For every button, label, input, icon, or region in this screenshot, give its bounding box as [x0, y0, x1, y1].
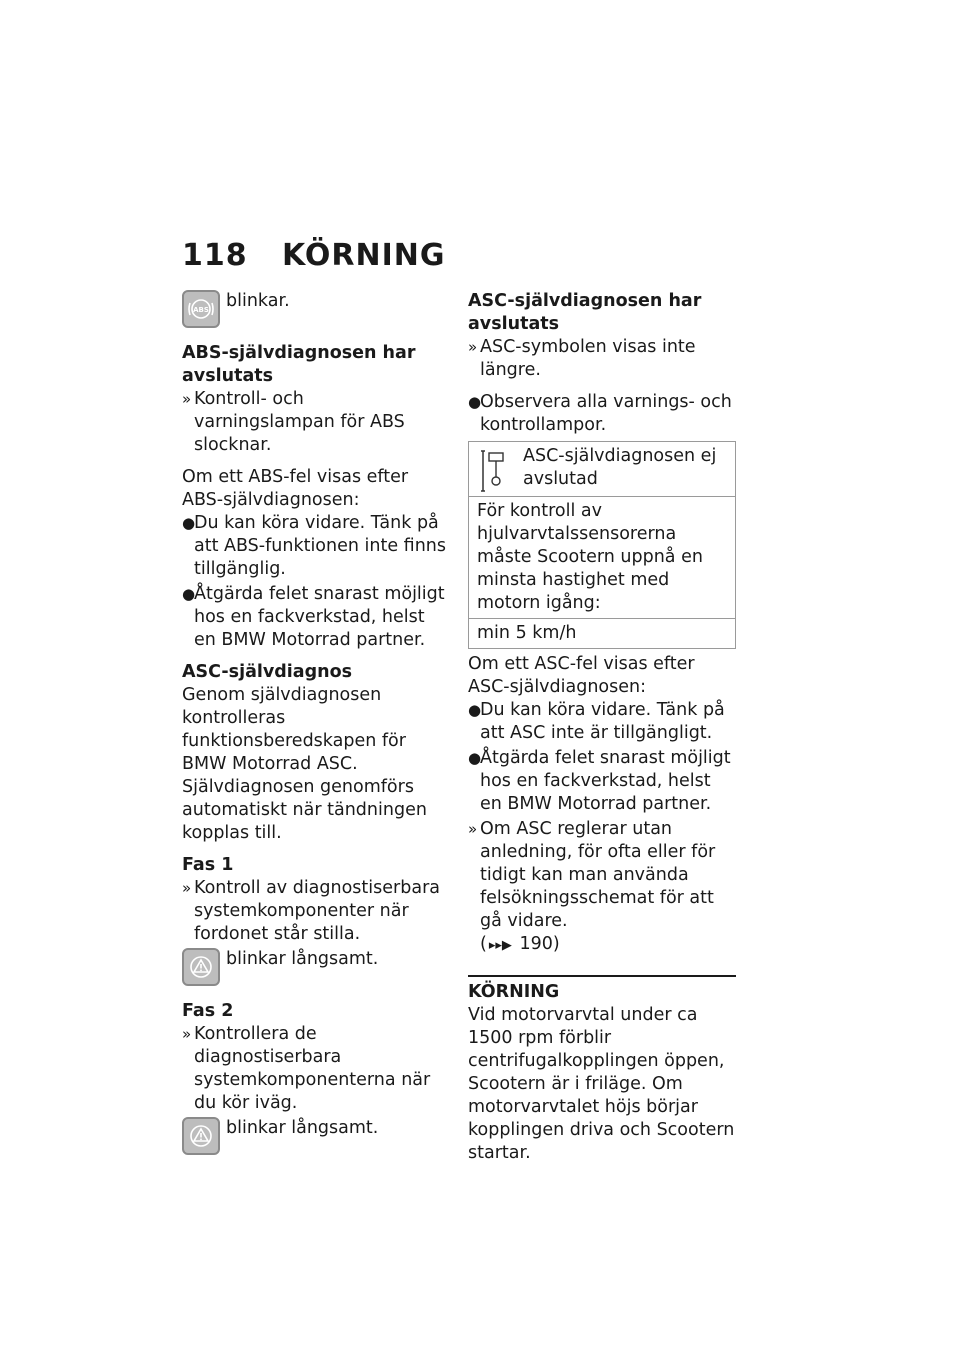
abs-done-heading: ABS-självdiagnosen har avslutats — [182, 343, 416, 386]
fas2-icon-row — [182, 1117, 450, 1155]
fas2-heading: Fas 2 — [182, 1001, 234, 1021]
right-column — [468, 290, 736, 1174]
section-body: Vid motorvarvtal under ca 1500 rpm förblir centrifugalkopplingen öppen, Scootern är i friläge. Om motorvarvtalet höjs börjar kopplingen driva och Scootern startar. — [468, 1005, 735, 1163]
svg-text:ABS: ABS — [193, 306, 209, 314]
list-item: » Om ASC reglerar utan anledning, för ofta eller för tidigt kan man använda felsökningsschemat för att gå vidare. ( ▸▸▶ 190) — [468, 818, 736, 957]
list-item: ● Åtgärda felet snarast möjligt hos en fackverkstad, helst en BMW Motorrad partner. — [468, 748, 731, 814]
info-table-title: ASC-självdiagnosen ej avslutad — [469, 442, 736, 497]
list-item: ● Observera alla varnings- och kontrollampor. — [468, 392, 732, 435]
asc-warning-icon — [182, 1117, 220, 1155]
fas1-icon-text: blinkar långsamt. — [226, 949, 379, 969]
abs-icon-row — [182, 290, 450, 328]
page-number: 118 — [182, 238, 248, 273]
fas2-icon-text: blinkar långsamt. — [226, 1118, 379, 1138]
asc-body: Genom självdiagnosen kontrolleras funktionsberedskapen för BMW Motorrad ASC. Självdiagnosen genomförs automatiskt när tändningen kopplas till. — [182, 685, 427, 843]
fas1-icon-row — [182, 948, 450, 986]
left-column — [182, 290, 450, 1169]
info-table-value: min 5 km/h — [469, 619, 736, 649]
asc-done-heading: ASC-självdiagnosen har avslutats — [468, 291, 702, 334]
info-table-body: För kontroll av hjulvarvtalssensorerna måste Scootern uppnå en minsta hastighet med motorn igång: — [469, 497, 736, 619]
abs-warning-icon — [182, 290, 220, 328]
fas1-heading: Fas 1 — [182, 855, 234, 875]
page-header — [182, 238, 446, 273]
info-table — [468, 441, 736, 649]
list-item: » Kontrollera de diagnostiserbara systemkomponenterna när du kör iväg. — [182, 1024, 431, 1113]
abs-icon-text: blinkar. — [226, 291, 290, 311]
list-item: » Kontroll- och varningslampan för ABS slocknar. — [182, 389, 405, 455]
list-item: ● Åtgärda felet snarast möjligt hos en fackverkstad, helst en BMW Motorrad partner. — [182, 584, 445, 650]
list-item: » ASC-symbolen visas inte längre. — [468, 337, 696, 380]
asc-heading: ASC-självdiagnos — [182, 662, 353, 682]
list-item: ● Du kan köra vidare. Tänk på att ASC inte är tillgängligt. — [468, 700, 725, 743]
asc-warning-icon — [182, 948, 220, 986]
page-reference[interactable]: 190 — [519, 934, 553, 954]
section-title: KÖRNING — [468, 982, 560, 1002]
speed-sensor-icon — [481, 447, 509, 493]
reference-arrow-icon: ▸▸▶ — [488, 938, 512, 953]
list-item: » Kontroll av diagnostiserbara systemkomponenter när fordonet står stilla. — [182, 878, 440, 944]
abs-error-intro: Om ett ABS-fel visas efter ABS-självdiagnosen: — [182, 467, 409, 510]
page-title: KÖRNING — [282, 238, 446, 273]
section-divider — [468, 975, 736, 977]
asc-error-intro: Om ett ASC-fel visas efter ASC-självdiagnosen: — [468, 654, 695, 697]
list-item: ● Du kan köra vidare. Tänk på att ABS-funktionen inte finns tillgänglig. — [182, 513, 446, 579]
